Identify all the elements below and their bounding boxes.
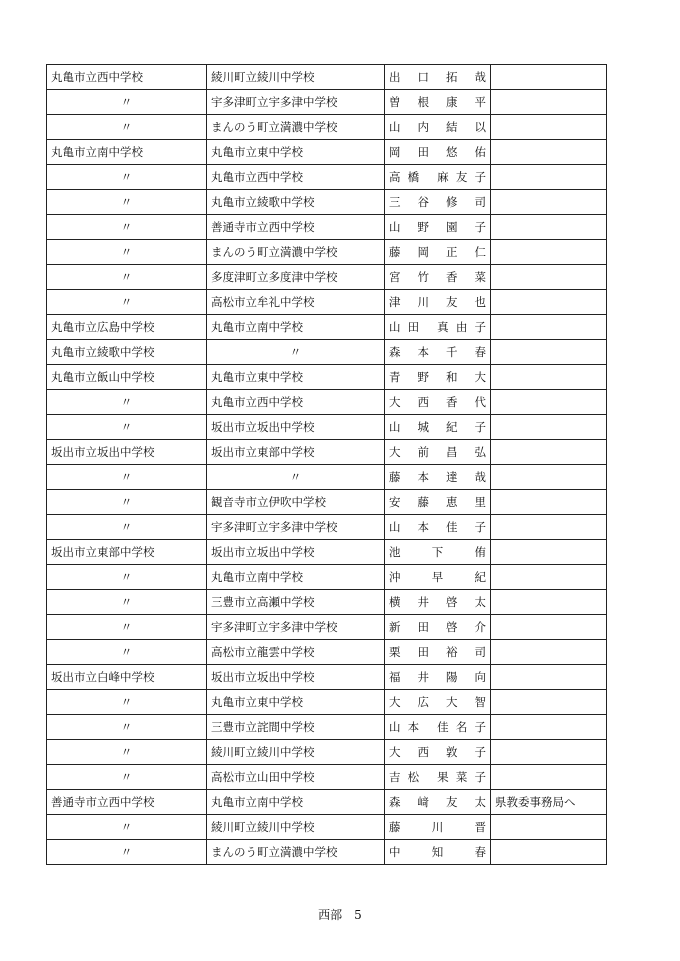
to-school-cell: 丸亀市立東中学校 [207,690,385,715]
from-school-cell: 丸亀市立南中学校 [47,140,207,165]
to-school-cell: 綾川町立綾川中学校 [207,815,385,840]
teacher-name-cell: 新 田 啓 介 [385,615,491,640]
from-school-cell: 〃 [47,815,207,840]
page-footer: 西部 5 [318,908,362,922]
to-school-cell: 宇多津町立宇多津中学校 [207,515,385,540]
to-school-cell: 丸亀市立西中学校 [207,390,385,415]
from-school-cell: 〃 [47,765,207,790]
note-cell [491,290,607,315]
to-school-cell: まんのう町立満濃中学校 [207,115,385,140]
teacher-name-cell: 高橋 麻友子 [385,165,491,190]
teacher-name-cell: 大 広 大 智 [385,690,491,715]
to-school-cell: 宇多津町立宇多津中学校 [207,90,385,115]
teacher-name-cell: 宮 竹 香 菜 [385,265,491,290]
from-school-cell: 丸亀市立綾歌中学校 [47,340,207,365]
to-school-cell: まんのう町立満濃中学校 [207,840,385,865]
table-row [47,65,607,90]
from-school-cell: 〃 [47,465,207,490]
table-row [47,115,607,140]
note-cell [491,190,607,215]
table-row [47,765,607,790]
note-cell [491,265,607,290]
table-row [47,415,607,440]
note-cell [491,815,607,840]
teacher-name-cell: 大 西 敦 子 [385,740,491,765]
note-cell [491,340,607,365]
teacher-name-cell: 藤 本 達 哉 [385,465,491,490]
table-row [47,640,607,665]
note-cell [491,765,607,790]
from-school-cell: 〃 [47,190,207,215]
from-school-cell: 〃 [47,840,207,865]
note-cell [491,840,607,865]
teacher-name-cell: 藤 岡 正 仁 [385,240,491,265]
teacher-name-cell: 森 本 千 春 [385,340,491,365]
note-cell [491,490,607,515]
to-school-cell: 坂出市立坂出中学校 [207,665,385,690]
note-cell [491,90,607,115]
table-row [47,265,607,290]
note-cell [491,590,607,615]
from-school-cell: 〃 [47,490,207,515]
table-row [47,165,607,190]
table-row [47,840,607,865]
table-row [47,290,607,315]
table-row [47,540,607,565]
to-school-cell: 丸亀市立東中学校 [207,365,385,390]
table-row [47,390,607,415]
to-school-cell: 善通寺市立西中学校 [207,215,385,240]
note-cell [491,665,607,690]
table-row [47,190,607,215]
note-cell: 県教委事務局へ [491,790,607,815]
teacher-name-cell: 山田 真由子 [385,315,491,340]
from-school-cell: 坂出市立白峰中学校 [47,665,207,690]
note-cell [491,140,607,165]
note-cell [491,115,607,140]
from-school-cell: 〃 [47,390,207,415]
note-cell [491,165,607,190]
teacher-name-cell: 岡 田 悠 佑 [385,140,491,165]
teacher-name-cell: 栗 田 裕 司 [385,640,491,665]
teacher-name-cell: 池 下 侑 [385,540,491,565]
from-school-cell: 坂出市立東部中学校 [47,540,207,565]
table-row [47,215,607,240]
teacher-name-cell: 津 川 友 也 [385,290,491,315]
teacher-name-cell: 青 野 和 大 [385,365,491,390]
to-school-cell: 坂出市立坂出中学校 [207,415,385,440]
table-row [47,590,607,615]
from-school-cell: 丸亀市立飯山中学校 [47,365,207,390]
table-row [47,615,607,640]
to-school-cell: 高松市立牟礼中学校 [207,290,385,315]
note-cell [491,240,607,265]
note-cell [491,65,607,90]
from-school-cell: 善通寺市立西中学校 [47,790,207,815]
table-row [47,515,607,540]
to-school-cell: 三豊市立詫間中学校 [207,715,385,740]
from-school-cell: 〃 [47,740,207,765]
teacher-name-cell: 山本 佳名子 [385,715,491,740]
from-school-cell: 〃 [47,515,207,540]
from-school-cell: 〃 [47,265,207,290]
note-cell [491,390,607,415]
from-school-cell: 〃 [47,615,207,640]
teacher-name-cell: 山 野 園 子 [385,215,491,240]
to-school-cell: まんのう町立満濃中学校 [207,240,385,265]
note-cell [491,640,607,665]
to-school-cell: 丸亀市立綾歌中学校 [207,190,385,215]
from-school-cell: 〃 [47,690,207,715]
table-row [47,715,607,740]
table-row [47,690,607,715]
to-school-cell: 丸亀市立西中学校 [207,165,385,190]
to-school-cell: 高松市立山田中学校 [207,765,385,790]
note-cell [491,315,607,340]
table-row [47,790,607,815]
from-school-cell: 〃 [47,715,207,740]
table-row [47,440,607,465]
table-row [47,315,607,340]
teacher-name-cell: 沖 早 紀 [385,565,491,590]
from-school-cell: 〃 [47,290,207,315]
table-row [47,140,607,165]
from-school-cell: 〃 [47,215,207,240]
table-row [47,340,607,365]
note-cell [491,615,607,640]
to-school-cell: 観音寺市立伊吹中学校 [207,490,385,515]
teacher-name-cell: 曽 根 康 平 [385,90,491,115]
teacher-name-cell: 安 藤 恵 里 [385,490,491,515]
teacher-name-cell: 大 西 香 代 [385,390,491,415]
table-row [47,815,607,840]
to-school-cell: 丸亀市立南中学校 [207,315,385,340]
note-cell [491,440,607,465]
to-school-cell: 多度津町立多度津中学校 [207,265,385,290]
from-school-cell: 〃 [47,590,207,615]
teacher-name-cell: 出 口 拓 哉 [385,65,491,90]
teacher-name-cell: 福 井 陽 向 [385,665,491,690]
teacher-name-cell: 山 本 佳 子 [385,515,491,540]
teacher-name-cell: 藤 川 晋 [385,815,491,840]
note-cell [491,415,607,440]
from-school-cell: 〃 [47,90,207,115]
teacher-name-cell: 大 前 昌 弘 [385,440,491,465]
transfer-table-body [47,65,607,865]
to-school-cell: 綾川町立綾川中学校 [207,65,385,90]
note-cell [491,540,607,565]
to-school-cell: 綾川町立綾川中学校 [207,740,385,765]
to-school-cell: 高松市立龍雲中学校 [207,640,385,665]
from-school-cell: 〃 [47,240,207,265]
teacher-name-cell: 三 谷 修 司 [385,190,491,215]
table-row [47,565,607,590]
to-school-cell: 〃 [207,340,385,365]
teacher-name-cell: 吉松 果菜子 [385,765,491,790]
teacher-name-cell: 中 知 春 [385,840,491,865]
to-school-cell: 丸亀市立東中学校 [207,140,385,165]
table-row [47,740,607,765]
to-school-cell: 宇多津町立宇多津中学校 [207,615,385,640]
note-cell [491,565,607,590]
note-cell [491,740,607,765]
from-school-cell: 〃 [47,165,207,190]
teacher-name-cell: 山 城 紀 子 [385,415,491,440]
table-row [47,240,607,265]
teacher-name-cell: 横 井 啓 太 [385,590,491,615]
transfer-table [46,64,607,865]
to-school-cell: 坂出市立坂出中学校 [207,540,385,565]
table-row [47,90,607,115]
note-cell [491,365,607,390]
note-cell [491,215,607,240]
from-school-cell: 丸亀市立西中学校 [47,65,207,90]
note-cell [491,690,607,715]
from-school-cell: 坂出市立坂出中学校 [47,440,207,465]
from-school-cell: 〃 [47,115,207,140]
to-school-cell: 三豊市立高瀬中学校 [207,590,385,615]
table-row [47,365,607,390]
to-school-cell: 丸亀市立南中学校 [207,565,385,590]
from-school-cell: 丸亀市立広島中学校 [47,315,207,340]
from-school-cell: 〃 [47,565,207,590]
table-row [47,490,607,515]
note-cell [491,465,607,490]
to-school-cell: 坂出市立東部中学校 [207,440,385,465]
from-school-cell: 〃 [47,640,207,665]
from-school-cell: 〃 [47,415,207,440]
note-cell [491,715,607,740]
teacher-name-cell: 山 内 結 以 [385,115,491,140]
to-school-cell: 丸亀市立南中学校 [207,790,385,815]
to-school-cell: 〃 [207,465,385,490]
teacher-name-cell: 森 﨑 友 太 [385,790,491,815]
table-row [47,665,607,690]
note-cell [491,515,607,540]
table-row [47,465,607,490]
